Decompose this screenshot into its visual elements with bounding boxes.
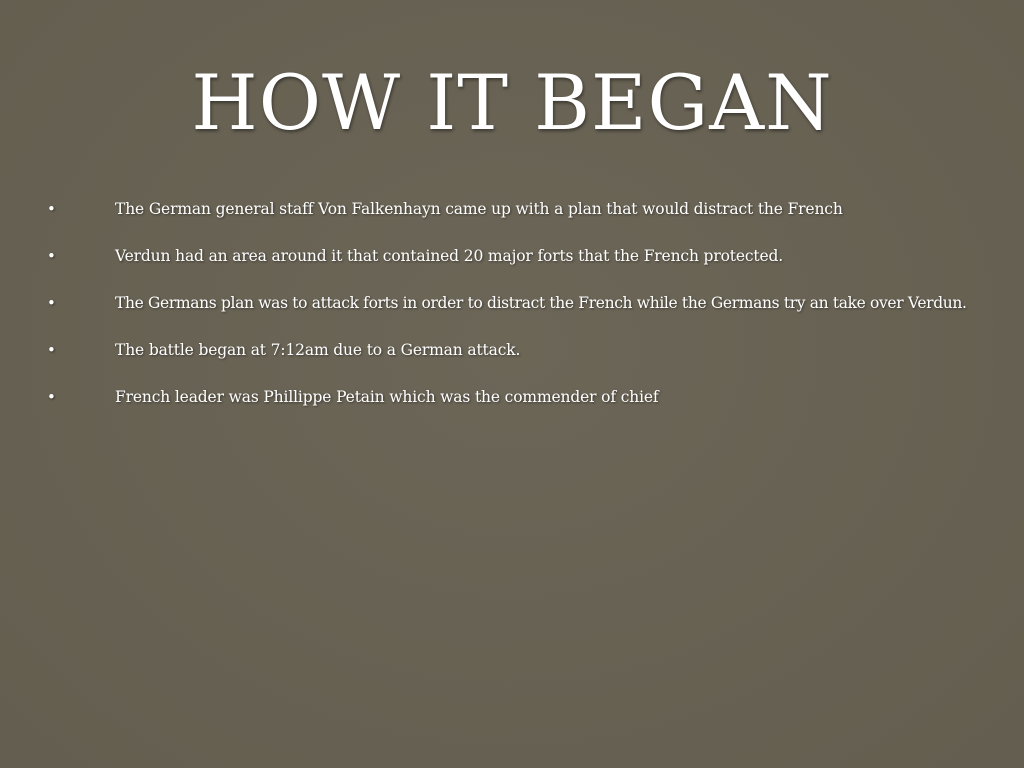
bullet-text: The Germans plan was to attack forts in order to distract the French while the Germans try an take over Verdun.: [115, 294, 967, 312]
list-item: [0, 384, 1024, 431]
bullet-icon: •: [47, 247, 56, 265]
bullet-text: French leader was Phillippe Petain which was the commender of chief: [115, 388, 659, 406]
bullet-text: The battle began at 7:12am due to a German attack.: [115, 341, 521, 359]
list-item: [0, 196, 1024, 243]
bullet-text: Verdun had an area around it that contained 20 major forts that the French protected.: [115, 247, 784, 265]
bullet-list: [0, 196, 1024, 431]
list-item: [0, 243, 1024, 290]
bullet-icon: •: [47, 388, 56, 406]
bullet-icon: •: [47, 341, 56, 359]
bullet-text: The German general staff Von Falkenhayn came up with a plan that would distract the French: [115, 200, 843, 218]
bullet-icon: •: [47, 294, 56, 312]
bullet-icon: •: [47, 200, 56, 218]
list-item: [0, 337, 1024, 384]
slide-title: HOW IT BEGAN: [191, 58, 833, 147]
list-item: [0, 290, 1024, 337]
